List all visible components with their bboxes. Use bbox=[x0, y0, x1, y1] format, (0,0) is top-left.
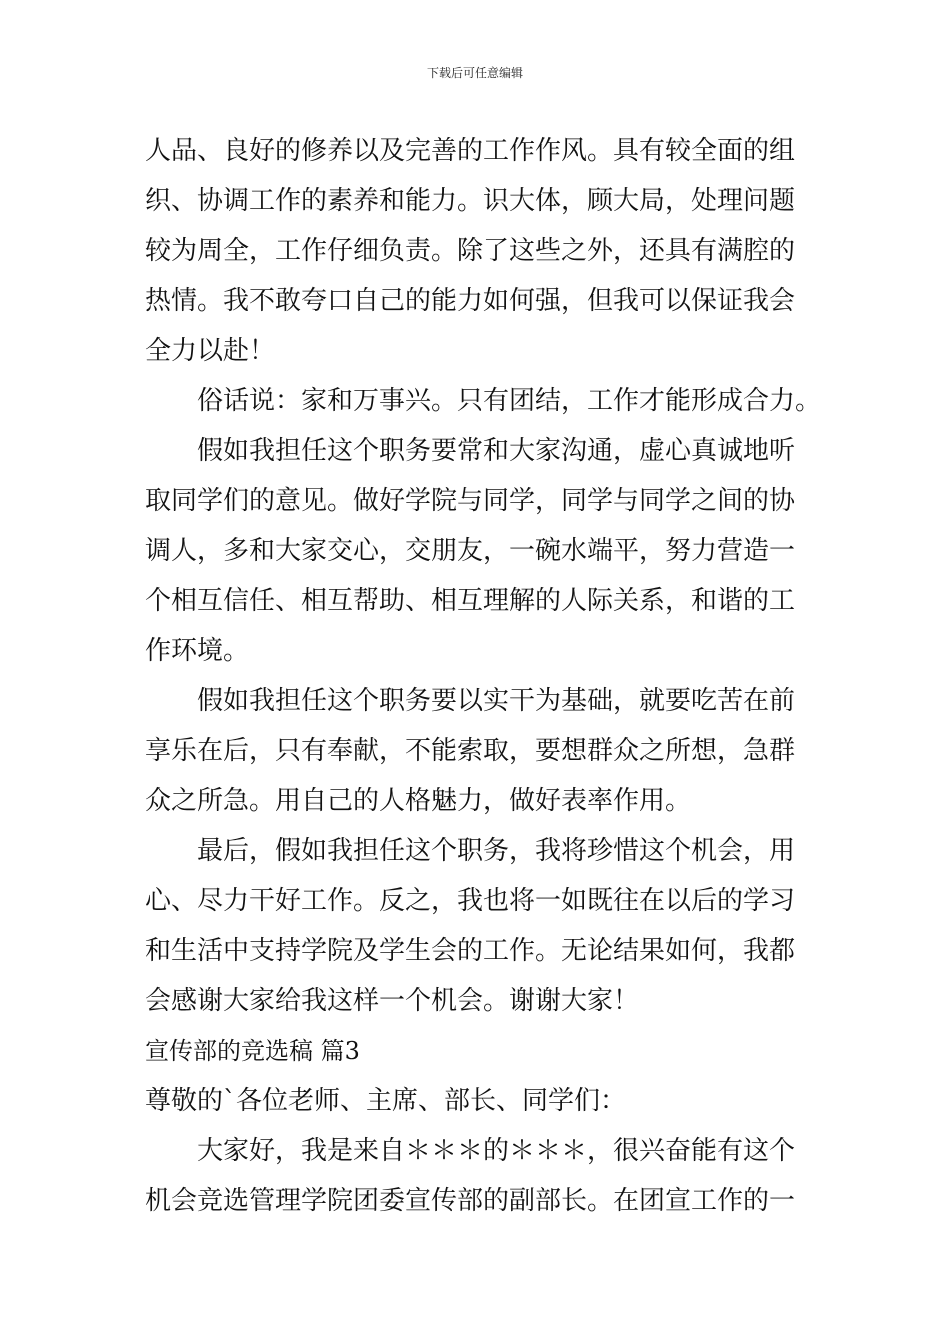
text-line: 全力以赴！ bbox=[145, 336, 276, 366]
text-line: 和生活中支持学院及学生会的工作。无论结果如何，我都 bbox=[145, 936, 796, 966]
paragraph-start-line: 俗话说：家和万事兴。只有团结，工作才能形成合力。 bbox=[197, 386, 822, 416]
text-line: 织、协调工作的素养和能力。识大体，顾大局，处理问题 bbox=[145, 186, 796, 216]
paragraph-start-line: 最后，假如我担任这个职务，我将珍惜这个机会，用 bbox=[197, 836, 796, 866]
page-header-note: 下载后可任意编辑 bbox=[426, 66, 523, 80]
text-line: 机会竞选管理学院团委宣传部的副部长。在团宣工作的一 bbox=[145, 1186, 796, 1216]
text-line: 享乐在后，只有奉献，不能索取，要想群众之所想，急群 bbox=[145, 736, 796, 766]
text-line: 会感谢大家给我这样一个机会。谢谢大家！ bbox=[145, 986, 640, 1016]
paragraph-start-line: 假如我担任这个职务要以实干为基础，就要吃苦在前 bbox=[197, 686, 796, 716]
text-line: 众之所急。用自己的人格魅力，做好表率作用。 bbox=[145, 786, 692, 816]
text-line: 较为周全，工作仔细负责。除了这些之外，还具有满腔的 bbox=[145, 236, 796, 266]
text-line: 热情。我不敢夸口自己的能力如何强，但我可以保证我会 bbox=[145, 286, 796, 316]
paragraph-start-line: 大家好，我是来自＊＊＊的＊＊＊，很兴奋能有这个 bbox=[197, 1136, 796, 1166]
paragraph-start-line: 假如我担任这个职务要常和大家沟通，虚心真诚地听 bbox=[197, 436, 796, 466]
salutation-line: 尊敬的`各位老师、主席、部长、同学们： bbox=[145, 1086, 627, 1116]
text-line: 个相互信任、相互帮助、相互理解的人际关系，和谐的工 bbox=[145, 586, 796, 616]
text-line: 人品、良好的修养以及完善的工作作风。具有较全面的组 bbox=[145, 136, 796, 166]
text-line: 作环境。 bbox=[145, 636, 250, 666]
document-body bbox=[145, 126, 822, 1226]
text-line: 心、尽力干好工作。反之，我也将一如既往在以后的学习 bbox=[145, 886, 796, 916]
text-line: 取同学们的意见。做好学院与同学，同学与同学之间的协 bbox=[145, 486, 796, 516]
section-heading: 宣传部的竞选稿 篇3 bbox=[145, 1037, 360, 1065]
text-line: 调人，多和大家交心，交朋友，一碗水端平，努力营造一 bbox=[145, 536, 796, 566]
